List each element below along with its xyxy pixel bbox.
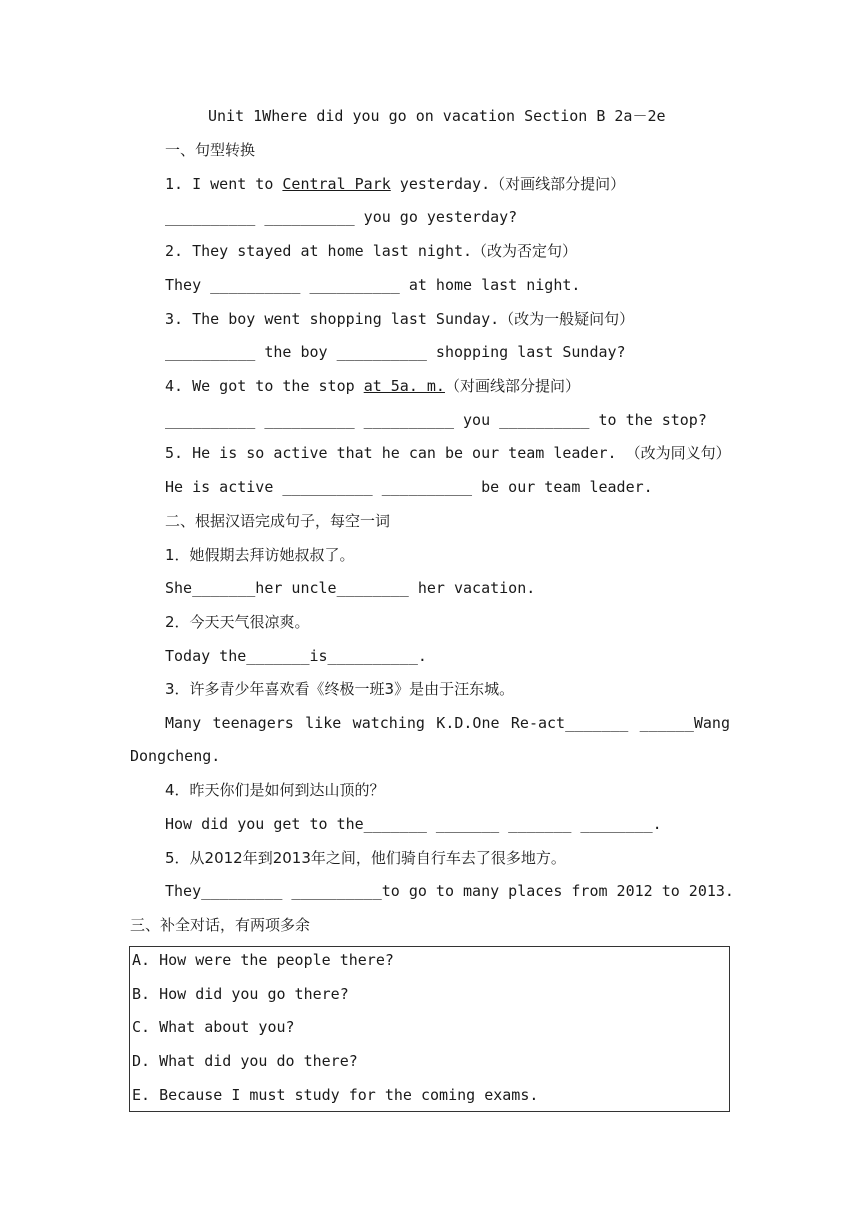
s1-q4-pre: 4. We got to the stop <box>165 377 364 395</box>
s2-answer-5: They_________ __________to go to many places from 2012 to 2013. <box>165 882 734 900</box>
s1-answer-1: __________ __________ you go yesterday? <box>165 208 518 226</box>
s1-q1-underlined: Central Park <box>282 175 391 193</box>
option-a: A. How were the people there? <box>132 951 394 969</box>
s1-q1-post: yesterday.（对画线部分提问） <box>390 175 626 193</box>
s1-q4-underlined: at 5a. m. <box>363 377 445 395</box>
section2-heading: 二、根据汉语完成句子，每空一词 <box>165 512 391 530</box>
s1-answer-5: He is active __________ __________ be our team leader. <box>165 478 653 496</box>
s1-answer-2: They __________ __________ at home last night. <box>165 276 581 294</box>
s2-answer-3-continued: Dongcheng. <box>130 747 221 765</box>
option-b: B. How did you go there? <box>132 985 349 1003</box>
dialogue-options-box <box>129 946 730 1112</box>
s1-question-1 <box>165 174 625 194</box>
s2-prompt-1: 1．她假期去拜访她叔叔了。 <box>165 546 355 564</box>
s2-answer-4: How did you get to the_______ _______ _______ ________. <box>165 815 662 833</box>
s2-prompt-4: 4．昨天你们是如何到达山顶的？ <box>165 781 385 799</box>
s2-answer-3: Many teenagers like watching K.D.One Re-act_______ ______Wang <box>165 714 730 732</box>
s1-answer-3: __________ the boy __________ shopping last Sunday? <box>165 343 626 361</box>
s2-answer-2: Today the_______is__________. <box>165 647 427 665</box>
s1-question-2: 2. They stayed at home last night.（改为否定句） <box>165 242 578 260</box>
s2-answer-1: She_______her uncle________ her vacation. <box>165 579 536 597</box>
option-d: D. What did you do there? <box>132 1052 358 1070</box>
s2-prompt-5: 5．从2012年到2013年之间，他们骑自行车去了很多地方。 <box>165 849 566 867</box>
section3-heading: 三、补全对话，有两项多余 <box>130 916 311 934</box>
section1-heading: 一、句型转换 <box>165 141 256 159</box>
s2-prompt-3: 3．许多青少年喜欢看《终极一班3》是由于汪东城。 <box>165 680 515 698</box>
s1-question-4 <box>165 376 580 396</box>
s1-question-5: 5. He is so active that he can be our team leader. （改为同义句） <box>165 444 731 462</box>
s1-answer-4: __________ __________ __________ you __________ to the stop? <box>165 411 707 429</box>
s1-question-3: 3. The boy went shopping last Sunday.（改为一般疑问句） <box>165 310 635 328</box>
option-c: C. What about you? <box>132 1018 295 1036</box>
s2-prompt-2: 2．今天天气很凉爽。 <box>165 613 310 631</box>
page-title: Unit 1Where did you go on vacation Section B 2a－2e <box>208 107 666 125</box>
s1-q1-pre: 1. I went to <box>165 175 283 193</box>
option-e: E. Because I must study for the coming exams. <box>132 1086 539 1104</box>
s1-q4-post: （对画线部分提问） <box>444 377 580 395</box>
